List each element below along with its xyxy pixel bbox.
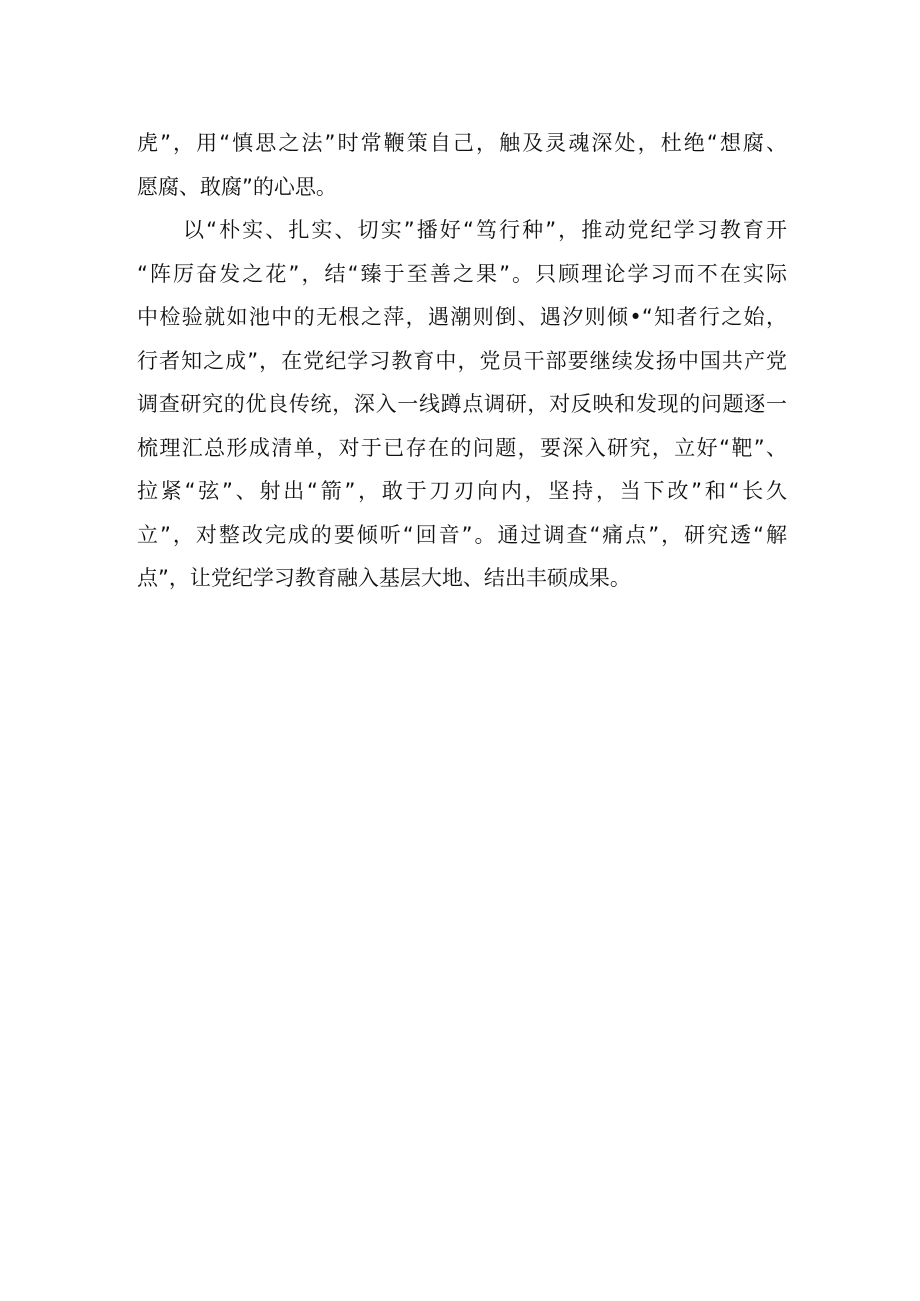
text-line: 中检验就如池中的无根之萍，遇潮则倒、遇汐则倾•“知者行之始， (137, 305, 787, 329)
paragraph-2 (137, 209, 787, 601)
text-line: 调查研究的优良传统，深入一线蹲点调研，对反映和发现的问题逐一 (137, 392, 787, 416)
text-line: “阵厉奋发之花”，结“臻于至善之果”。只顾理论学习而不在实际 (137, 261, 787, 286)
text-line: 愿腐、敢腐”的心思。 (137, 174, 337, 199)
text-line: 以“朴实、扎实、切实”播好“笃行种”，推动党纪学习教育开 (183, 218, 787, 242)
text-line: 点”，让党纪学习教育融入基层大地、结出丰硕成果。 (137, 566, 631, 590)
paragraph-1 (137, 122, 787, 209)
text-line: 立”，对整改完成的要倾听“回音”。通过调查“痛点”，研究透“解 (137, 522, 787, 547)
text-line: 行者知之成”，在党纪学习教育中，党员干部要继续发扬中国共产党 (137, 348, 787, 373)
text-line: 拉紧“弦”、射出“箭”，敢于刀刃向内，坚持，当下改”和“长久 (137, 479, 787, 503)
text-line: 虎”，用“慎思之法”时常鞭策自己，触及灵魂深处，杜绝“想腐、 (137, 131, 787, 155)
document-body (137, 122, 787, 601)
text-line: 梳理汇总形成清单，对于已存在的问题，要深入研究，立好“靶”、 (137, 435, 787, 460)
